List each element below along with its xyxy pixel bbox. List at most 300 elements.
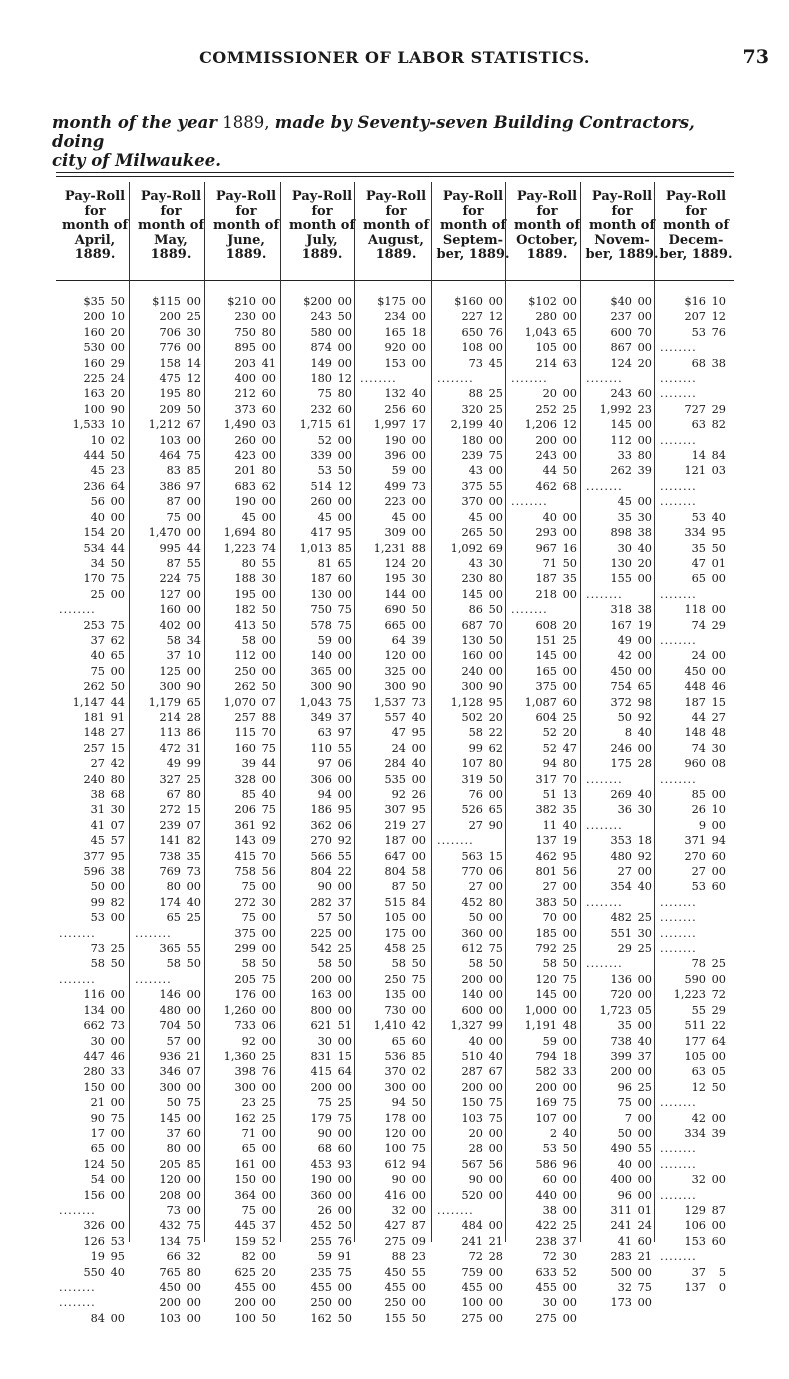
- table-cell: 462 95: [535, 849, 577, 863]
- table-cell: 103 75: [461, 1111, 503, 1125]
- table-cell: 145 00: [610, 418, 652, 432]
- table-cell: 37 62: [90, 633, 125, 647]
- table-cell: 1,231 88: [373, 541, 426, 555]
- table-cell: 74 29: [691, 618, 726, 632]
- table-cell: 124 50: [83, 1157, 125, 1171]
- table-cell: 455 00: [535, 1281, 577, 1294]
- table-cell: 223 00: [384, 495, 426, 509]
- table-cell: 502 20: [461, 710, 503, 724]
- table-cell: 50 00: [617, 1126, 652, 1140]
- table-cell: 100 50: [234, 1311, 276, 1325]
- table-cell: 400 00: [610, 1173, 652, 1187]
- table-cell: 65 00: [241, 1142, 276, 1156]
- table-cell: 187 15: [684, 695, 726, 709]
- table-cell: 28 00: [468, 1142, 503, 1156]
- column-header-line: for: [685, 203, 707, 219]
- table-cell: 56 00: [90, 495, 125, 509]
- table-cell: 770 06: [461, 865, 503, 879]
- table-cell: 107 00: [535, 1111, 577, 1125]
- table-cell: 150 00: [83, 1080, 125, 1094]
- table-cell: 706 30: [159, 325, 201, 339]
- table-cell: ........: [660, 387, 697, 401]
- table-cell: 1,223 72: [673, 988, 726, 1002]
- table-cell: 182 50: [234, 603, 276, 617]
- column-header-line: for: [462, 203, 484, 219]
- table-cell: 490 55: [610, 1142, 652, 1156]
- table-cell: 400 00: [234, 372, 276, 386]
- table-cell: 1,223 74: [223, 541, 276, 555]
- table-cell: 90 75: [90, 1111, 125, 1125]
- column-values: [660, 294, 731, 1295]
- table-cell: 106 00: [684, 1219, 726, 1233]
- table-cell: 120 75: [535, 972, 577, 986]
- table-cell: 27 00: [691, 865, 726, 879]
- table-cell: 377 95: [83, 849, 125, 863]
- table-cell: 306 00: [310, 772, 352, 786]
- table-cell: 158 14: [159, 356, 201, 370]
- table-cell: ........: [511, 372, 548, 386]
- table-cell: 68 60: [317, 1142, 352, 1156]
- column-header-line: Pay-Roll: [442, 189, 504, 204]
- table-cell: 20 00: [542, 387, 577, 401]
- table-cell: 200 00: [610, 1065, 652, 1079]
- table-cell: 177 64: [684, 1034, 726, 1048]
- table-cell: 35 30: [617, 510, 652, 524]
- table-cell: 126 53: [83, 1234, 125, 1248]
- table-cell: 776 00: [159, 341, 201, 355]
- table-cell: 155 50: [384, 1311, 426, 1325]
- column-header-line: Pay-Roll: [516, 189, 578, 204]
- table-cell: 27 42: [90, 757, 125, 771]
- table-cell: 74 30: [691, 741, 726, 755]
- table-cell: 58 22: [468, 726, 503, 740]
- column-values: [360, 294, 431, 1326]
- table-cell: 365 00: [310, 664, 352, 678]
- table-cell: 647 00: [384, 849, 426, 863]
- column-header-line: Pay-Roll: [215, 189, 277, 204]
- table-cell: 10 02: [90, 433, 125, 447]
- table-cell: 375 00: [535, 680, 577, 694]
- table-cell: 105 00: [535, 341, 577, 355]
- table-cell: ........: [135, 972, 172, 986]
- table-cell: 450 00: [610, 664, 652, 678]
- table-cell: 195 30: [384, 572, 426, 586]
- table-cell: 596 38: [83, 865, 125, 879]
- table-cell: 85 40: [241, 788, 276, 801]
- table-cell: 165 00: [535, 664, 577, 678]
- table-cell: 115 70: [234, 726, 276, 740]
- table-cell: 260 00: [234, 433, 276, 447]
- table-cell: 246 00: [610, 741, 652, 755]
- table-cell: 150 75: [461, 1096, 503, 1110]
- table-cell: 920 00: [384, 341, 426, 355]
- table-cell: 758 56: [234, 865, 276, 879]
- table-cell: 237 00: [610, 310, 652, 324]
- table-cell: 87 00: [166, 495, 201, 509]
- table-cell: 262 39: [610, 464, 652, 478]
- table-cell: 52 00: [317, 433, 352, 447]
- table-cell: 252 25: [535, 402, 577, 416]
- table-cell: 794 18: [535, 1049, 577, 1063]
- table-cell: 448 46: [684, 680, 726, 694]
- table-cell: 205 75: [234, 972, 276, 986]
- table-cell: 66 32: [166, 1250, 201, 1264]
- table-cell: 567 56: [461, 1157, 503, 1171]
- table-cell: 225 00: [310, 926, 352, 940]
- table-cell: 80 55: [241, 556, 276, 570]
- table-cell: 280 00: [535, 310, 577, 324]
- table-cell: 58 50: [166, 957, 201, 971]
- table-cell: ........: [660, 1142, 697, 1156]
- table-cell: 120 00: [159, 1173, 201, 1187]
- table-cell: 550 40: [83, 1265, 125, 1279]
- table-cell: 45 00: [241, 510, 276, 524]
- table-cell: 34 50: [90, 556, 125, 570]
- table-cell: ........: [511, 603, 548, 617]
- table-cell: 831 15: [310, 1049, 352, 1063]
- table-cell: 349 37: [310, 710, 352, 724]
- table-cell: 134 00: [83, 1003, 125, 1017]
- table-cell: 90 00: [317, 880, 352, 894]
- column-header-line: 1889.: [375, 247, 417, 262]
- column-header-line: for: [385, 203, 407, 219]
- table-cell: 65 00: [691, 572, 726, 586]
- table-cell: $40 00: [610, 295, 652, 308]
- table-cell: 140 00: [310, 649, 352, 663]
- table-cell: 188 30: [234, 572, 276, 586]
- table-cell: 283 21: [610, 1250, 652, 1264]
- table-cell: 41 07: [90, 818, 125, 832]
- table-cell: 898 38: [610, 526, 652, 540]
- table-cell: 160 29: [83, 356, 125, 370]
- table-cell: 1,490 03: [223, 418, 276, 432]
- table-cell: 1,087 60: [524, 695, 577, 709]
- table-cell: 83 85: [166, 464, 201, 478]
- table-cell: 45 00: [468, 510, 503, 524]
- table-cell: 353 18: [610, 834, 652, 848]
- column-header-line: Pay-Roll: [64, 189, 126, 204]
- table-cell: 41 60: [617, 1234, 652, 1248]
- column-header: [583, 190, 661, 263]
- table-cell: 27 00: [468, 880, 503, 894]
- table-cell: 239 75: [461, 449, 503, 463]
- table-cell: 75 00: [241, 1203, 276, 1217]
- table-cell: 136 00: [610, 972, 652, 986]
- column-values: [511, 294, 582, 1326]
- table-cell: 125 00: [159, 664, 201, 678]
- table-cell: 53 50: [317, 464, 352, 478]
- table-cell: 530 00: [83, 341, 125, 355]
- table-cell: 415 64: [310, 1065, 352, 1079]
- table-cell: 1,179 65: [148, 695, 201, 709]
- table-cell: 90 00: [391, 1173, 426, 1187]
- column-header: [283, 190, 361, 263]
- table-cell: 58 50: [468, 957, 503, 971]
- table-cell: ........: [437, 1203, 474, 1217]
- table-cell: 32 00: [391, 1203, 426, 1217]
- table-cell: ........: [586, 772, 623, 786]
- table-cell: 200 10: [83, 310, 125, 324]
- table-cell: 49 00: [617, 633, 652, 647]
- table-cell: 40 00: [542, 510, 577, 524]
- table-cell: 250 00: [234, 664, 276, 678]
- table-cell: ........: [586, 818, 623, 832]
- column-separator: [431, 182, 432, 1242]
- table-cell: 58 34: [166, 633, 201, 647]
- table-cell: 1,043 65: [524, 325, 577, 339]
- table-cell: 145 00: [159, 1111, 201, 1125]
- table-cell: 307 95: [384, 803, 426, 817]
- table-cell: 65 25: [166, 911, 201, 925]
- table-cell: 608 20: [535, 618, 577, 632]
- table-cell: 40 00: [617, 1157, 652, 1171]
- table-cell: 328 00: [234, 772, 276, 786]
- table-cell: 27 90: [468, 818, 503, 832]
- table-cell: 382 35: [535, 803, 577, 817]
- table-cell: 2,199 40: [450, 418, 503, 432]
- table-cell: 214 63: [535, 356, 577, 370]
- table-cell: 704 50: [159, 1019, 201, 1033]
- table-cell: 243 00: [535, 449, 577, 463]
- table-cell: 96 00: [617, 1188, 652, 1202]
- table-cell: 582 33: [535, 1065, 577, 1079]
- table-cell: 214 28: [159, 710, 201, 724]
- table-cell: 500 00: [610, 1265, 652, 1279]
- table-cell: ........: [660, 633, 697, 647]
- table-cell: 180 12: [310, 372, 352, 386]
- table-cell: 967 16: [535, 541, 577, 555]
- table-cell: 167 19: [610, 618, 652, 632]
- table-cell: 76 00: [468, 788, 503, 801]
- column-header-line: Decem-: [668, 232, 724, 248]
- table-cell: 300 00: [384, 1080, 426, 1094]
- column-header-line: ber, 1889.: [585, 247, 659, 262]
- table-cell: 551 30: [610, 926, 652, 940]
- table-cell: 121 03: [684, 464, 726, 478]
- column-header-line: month of: [513, 218, 581, 233]
- table-cell: 169 75: [535, 1096, 577, 1110]
- column-header-line: July,: [306, 232, 338, 248]
- table-cell: 87 50: [391, 880, 426, 894]
- header-bottom-rule: [56, 280, 734, 281]
- table-cell: 234 00: [384, 310, 426, 324]
- column-header-line: for: [84, 203, 106, 219]
- table-cell: 151 25: [535, 633, 577, 647]
- table-cell: 160 20: [83, 325, 125, 339]
- table-cell: 153 60: [684, 1234, 726, 1248]
- column-header-line: for: [311, 203, 333, 219]
- column-header: [207, 190, 285, 263]
- table-cell: 153 00: [384, 356, 426, 370]
- table-cell: 455 00: [461, 1281, 503, 1294]
- table-cell: 57 00: [166, 1034, 201, 1048]
- table-cell: 373 60: [234, 402, 276, 416]
- table-cell: 416 00: [384, 1188, 426, 1202]
- table-cell: 235 75: [310, 1265, 352, 1279]
- table-cell: 895 00: [234, 341, 276, 355]
- table-cell: 360 00: [310, 1188, 352, 1202]
- table-cell: 402 00: [159, 618, 201, 632]
- table-cell: 26 10: [691, 803, 726, 817]
- table-cell: $16 10: [684, 295, 726, 308]
- table-cell: 612 75: [461, 942, 503, 956]
- table-cell: 232 60: [310, 402, 352, 416]
- table-cell: 25 00: [90, 587, 125, 601]
- table-cell: 49 99: [166, 757, 201, 771]
- table-cell: 71 50: [542, 556, 577, 570]
- table-cell: 50 75: [166, 1096, 201, 1110]
- table-cell: 256 60: [384, 402, 426, 416]
- table-cell: 243 50: [310, 310, 352, 324]
- table-cell: 200 25: [159, 310, 201, 324]
- table-cell: 187 00: [384, 834, 426, 848]
- table-cell: 36 30: [617, 803, 652, 817]
- table-cell: 275 00: [535, 1311, 577, 1325]
- table-cell: 482 25: [610, 911, 652, 925]
- table-cell: 160 00: [159, 603, 201, 617]
- column-header-line: 1889.: [301, 247, 343, 262]
- table-cell: 1,000 00: [524, 1003, 577, 1017]
- table-cell: 110 55: [310, 741, 352, 755]
- table-cell: 92 00: [241, 1034, 276, 1048]
- table-cell: 450 55: [384, 1265, 426, 1279]
- table-cell: 73 00: [166, 1203, 201, 1217]
- table-cell: 415 70: [234, 849, 276, 863]
- table-cell: 103 00: [159, 1311, 201, 1325]
- table-cell: 175 00: [384, 926, 426, 940]
- table-cell: 112 00: [234, 649, 276, 663]
- table-cell: 936 21: [159, 1049, 201, 1063]
- table-cell: 738 40: [610, 1034, 652, 1048]
- table-cell: ........: [586, 895, 623, 909]
- table-cell: 325 00: [384, 664, 426, 678]
- table-cell: 250 00: [310, 1296, 352, 1310]
- table-cell: 176 00: [234, 988, 276, 1002]
- table-cell: 566 55: [310, 849, 352, 863]
- table-cell: 92 26: [391, 788, 426, 801]
- table-cell: 445 37: [234, 1219, 276, 1233]
- table-cell: 960 08: [684, 757, 726, 771]
- table-cell: 137 19: [535, 834, 577, 848]
- table-cell: 27 00: [542, 880, 577, 894]
- table-cell: 7 00: [624, 1111, 652, 1125]
- table-cell: 243 60: [610, 387, 652, 401]
- table-cell: 59 00: [542, 1034, 577, 1048]
- table-cell: 67 80: [166, 788, 201, 801]
- table-cell: 57 50: [317, 911, 352, 925]
- column-header: [56, 190, 134, 263]
- table-cell: 159 52: [234, 1234, 276, 1248]
- table-cell: 396 00: [384, 449, 426, 463]
- table-cell: 58 00: [241, 633, 276, 647]
- table-cell: 867 00: [610, 341, 652, 355]
- table-cell: 30 40: [617, 541, 652, 555]
- table-cell: 458 25: [384, 942, 426, 956]
- table-cell: 30 00: [90, 1034, 125, 1048]
- caption-lead: month of the year: [52, 113, 217, 132]
- table-cell: 662 73: [83, 1019, 125, 1033]
- table-cell: 800 00: [310, 1003, 352, 1017]
- table-cell: 262 50: [234, 680, 276, 694]
- table-cell: 804 58: [384, 865, 426, 879]
- running-title: COMMISSIONER OF LABOR STATISTICS.: [199, 48, 590, 67]
- table-cell: 73 25: [90, 942, 125, 956]
- table-cell: 155 00: [610, 572, 652, 586]
- table-cell: 105 00: [384, 911, 426, 925]
- table-cell: 580 00: [310, 325, 352, 339]
- table-cell: 453 93: [310, 1157, 352, 1171]
- table-cell: 129 87: [684, 1203, 726, 1217]
- table-cell: 40 00: [90, 510, 125, 524]
- table-cell: 542 25: [310, 942, 352, 956]
- column-header-line: month of: [588, 218, 656, 233]
- table-cell: 526 65: [461, 803, 503, 817]
- table-cell: 586 96: [535, 1157, 577, 1171]
- table-cell: 200 00: [310, 972, 352, 986]
- table-cell: 230 80: [461, 572, 503, 586]
- table-cell: 88 25: [468, 387, 503, 401]
- table-cell: ........: [511, 495, 548, 509]
- table-cell: 284 40: [384, 757, 426, 771]
- table-cell: ........: [660, 495, 697, 509]
- table-cell: 38 00: [542, 1203, 577, 1217]
- caption-rest: made by Seventy-seven Building Contractors, doing: [52, 113, 695, 151]
- table-cell: 687 70: [461, 618, 503, 632]
- table-cell: 116 00: [83, 988, 125, 1002]
- table-cell: 720 00: [610, 988, 652, 1002]
- table-cell: 804 22: [310, 865, 352, 879]
- table-cell: 80 00: [166, 1142, 201, 1156]
- table-caption: [52, 113, 752, 170]
- table-cell: 253 75: [83, 618, 125, 632]
- table-cell: 24 00: [691, 649, 726, 663]
- table-cell: 207 12: [684, 310, 726, 324]
- table-cell: 9 00: [698, 818, 726, 832]
- table-cell: 422 25: [535, 1219, 577, 1233]
- table-cell: 53 00: [90, 911, 125, 925]
- table-cell: 47 01: [691, 556, 726, 570]
- table-cell: 227 12: [461, 310, 503, 324]
- table-cell: 45 00: [317, 510, 352, 524]
- table-cell: 163 00: [310, 988, 352, 1002]
- table-cell: 185 00: [535, 926, 577, 940]
- table-cell: 241 24: [610, 1219, 652, 1233]
- table-cell: 100 90: [83, 402, 125, 416]
- table-cell: 600 00: [461, 1003, 503, 1017]
- table-cell: 55 29: [691, 1003, 726, 1017]
- table-cell: 170 75: [83, 572, 125, 586]
- table-cell: 730 00: [384, 1003, 426, 1017]
- table-cell: 134 75: [159, 1234, 201, 1248]
- table-cell: 275 09: [384, 1234, 426, 1248]
- table-cell: 100 00: [461, 1296, 503, 1310]
- table-cell: 82 00: [241, 1250, 276, 1264]
- column-header-line: month of: [137, 218, 205, 233]
- table-cell: 53 60: [691, 880, 726, 894]
- table-cell: 187 60: [310, 572, 352, 586]
- table-cell: 1,191 48: [524, 1019, 577, 1033]
- table-cell: 1,997 17: [373, 418, 426, 432]
- table-cell: 63 05: [691, 1065, 726, 1079]
- table-cell: 195 80: [159, 387, 201, 401]
- column-header: [357, 190, 435, 263]
- table-cell: 874 00: [310, 341, 352, 355]
- table-cell: 270 92: [310, 834, 352, 848]
- table-cell: 127 00: [159, 587, 201, 601]
- table-cell: 81 65: [317, 556, 352, 570]
- column-values: [135, 294, 206, 1326]
- table-cell: 8 40: [624, 726, 652, 740]
